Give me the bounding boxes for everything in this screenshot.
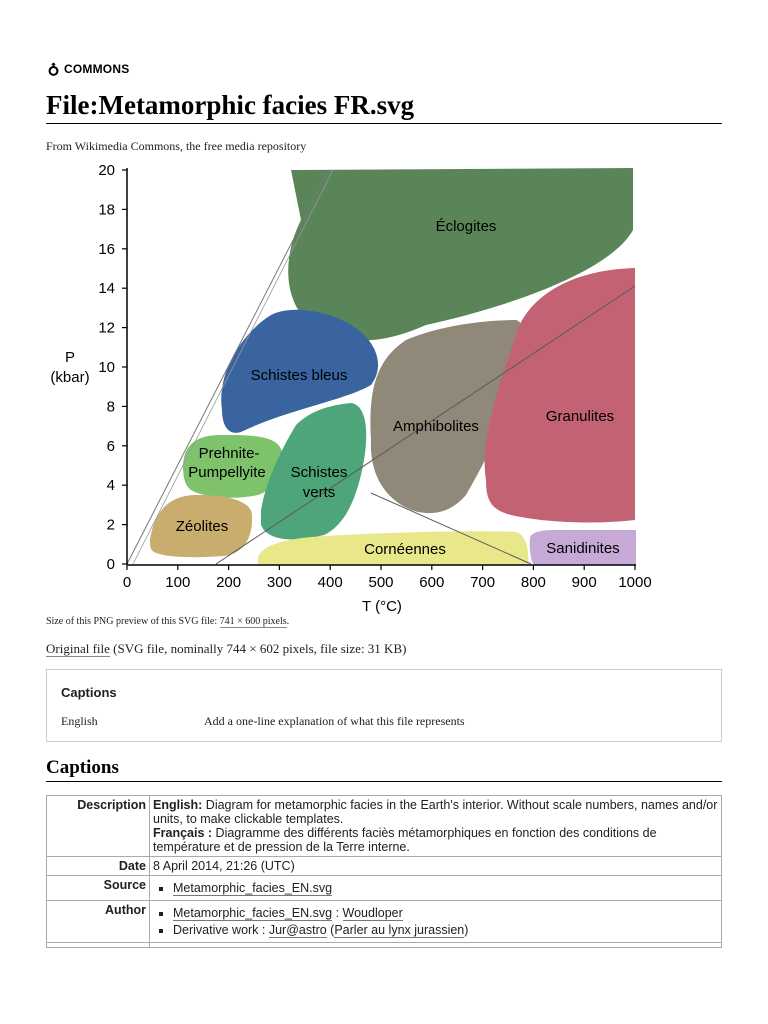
x-tick-label: 800 (520, 574, 546, 591)
y-tick-label: 20 (98, 162, 115, 179)
y-tick-label: 0 (106, 556, 115, 573)
x-tick-label: 600 (419, 574, 445, 591)
page-cut-off (0, 957, 768, 1024)
date-value: 8 April 2014, 21:26 (UTC) (150, 857, 722, 876)
x-tick-label: 1000 (618, 574, 652, 591)
table-row-description (47, 796, 722, 857)
y-tick-label: 12 (98, 319, 115, 337)
label-eclogites: Éclogites (435, 218, 497, 235)
derivative-user-link[interactable]: Jur@astro (268, 923, 327, 937)
author-source-link[interactable]: Metamorphic_facies_EN.svg (173, 906, 333, 920)
x-axis-label: T (°C) (362, 598, 402, 615)
y-tick-label: 4 (106, 477, 115, 495)
desc-en-text: Diagram for metamorphic facies in the Earth's interior. Without scale numbers, names and/or units, to make clickable templates. (153, 798, 718, 826)
label-schistes-bleus: Schistes bleus (250, 367, 348, 384)
x-tick-label: 200 (216, 574, 242, 591)
original-file-line (46, 641, 406, 657)
y-axis-label-unit: (kbar) (50, 369, 90, 386)
file-summary-table (46, 795, 722, 948)
site-tagline: From Wikimedia Commons, the free media repository (46, 139, 307, 153)
x-tick-label: 700 (470, 574, 496, 591)
commons-brand-label: COMMONS (64, 62, 130, 76)
y-axis-label-p: P (64, 349, 76, 366)
x-tick-label: 900 (571, 574, 597, 591)
date-label: Date (47, 857, 150, 876)
list-item (173, 881, 718, 895)
original-file-details: (SVG file, nominally 744 × 602 pixels, file size: 31 KB) (109, 641, 407, 656)
derivative-prefix: Derivative work : (173, 923, 269, 937)
captions-box (46, 669, 722, 742)
captions-divider (46, 781, 722, 782)
caption-add-prompt[interactable]: Add a one-line explanation of what this file represents (204, 714, 465, 728)
table-row-partial (47, 943, 722, 948)
metamorphic-facies-diagram[interactable] (46, 160, 670, 615)
label-granulites: Granulites (545, 408, 615, 425)
title-divider (46, 123, 722, 124)
y-tick-label: 16 (98, 240, 115, 258)
label-pumpellyite: Pumpellyite (188, 464, 266, 481)
x-tick-label: 100 (165, 574, 191, 591)
table-row-date (47, 857, 722, 876)
description-value (150, 796, 722, 857)
desc-fr-lang: Français : (153, 826, 213, 840)
source-link[interactable]: Metamorphic_facies_EN.svg (173, 881, 333, 895)
x-tick-label: 300 (266, 574, 292, 591)
region-granulites[interactable] (485, 268, 635, 522)
derivative-talk-link[interactable]: Parler au lynx jurassien (334, 923, 465, 937)
list-item (173, 923, 718, 937)
paren-open: ( (326, 923, 335, 937)
paren-close: ) (464, 923, 469, 937)
y-tick-label: 6 (106, 437, 115, 455)
source-label: Source (47, 876, 150, 901)
label-sanidinites: Sanidinites (546, 540, 620, 557)
author-user-link[interactable]: Woudloper (342, 906, 403, 920)
facies-diagram-svg (46, 160, 670, 615)
label-prehnite: Prehnite- (198, 445, 260, 462)
list-item (173, 906, 718, 920)
label-amphibolites: Amphibolites (393, 418, 479, 435)
table-row-author (47, 901, 722, 943)
label-schistes: Schistes (290, 464, 348, 481)
desc-fr-text: Diagramme des différents faciès métamorphiques en fonction des conditions de température et de pression de la Terre interne. (153, 826, 657, 854)
desc-en-lang: English: (153, 798, 203, 812)
x-tick-label: 0 (122, 574, 132, 591)
page-title: File:Metamorphic facies FR.svg (46, 90, 415, 120)
y-tick-label: 10 (98, 359, 115, 376)
label-corneennes: Cornéennes (364, 541, 446, 558)
x-tick-label: 400 (317, 574, 343, 591)
original-file-link[interactable]: Original file (46, 641, 110, 656)
author-label: Author (47, 901, 150, 943)
captions-box-title: Captions (61, 685, 117, 700)
size-prefix: Size of this PNG preview of this SVG file: (46, 616, 220, 627)
y-tick-label: 18 (98, 201, 115, 219)
x-tick-label: 500 (368, 574, 394, 591)
y-tick-label: 14 (98, 280, 115, 298)
description-label: Description (47, 796, 150, 857)
author-sep: : (332, 906, 343, 920)
label-verts: verts (302, 484, 336, 501)
table-row-source (47, 876, 722, 901)
y-tick-label: 8 (106, 398, 115, 416)
captions-heading: Captions (46, 757, 119, 778)
commons-logo[interactable] (46, 61, 129, 77)
commons-logo-icon (46, 62, 61, 77)
preview-size-link[interactable]: 741 × 600 pixels (219, 616, 287, 627)
size-suffix: . (286, 616, 290, 627)
y-tick-label: 2 (106, 516, 115, 534)
label-zeolites: Zéolites (175, 518, 229, 535)
preview-size-note (46, 616, 289, 627)
caption-language: English (61, 714, 98, 728)
